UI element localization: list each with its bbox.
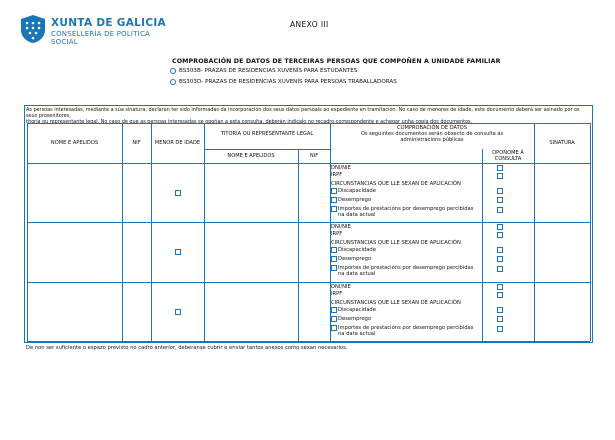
org-name: XUNTA DE GALICIA <box>51 17 166 29</box>
department-name: CONSELLERÍA DE POLÍTICA SOCIAL <box>51 30 151 46</box>
option-label: BS303B- PRAZAS DE RESIDENCIAS XUVENÍS PARA ESTUDANTES <box>179 68 358 74</box>
check-item-unemployment: Desemprego <box>338 197 372 203</box>
header-check-title: COMPROBACIÓN DE DATOS <box>396 125 467 131</box>
check-item-disability: Discapacidade <box>338 188 376 194</box>
table-line <box>27 341 590 342</box>
oppose-irpf-checkbox[interactable] <box>497 173 503 179</box>
oppose-benefits-checkbox[interactable] <box>497 266 503 272</box>
table-line <box>27 123 28 341</box>
table-line <box>122 123 123 341</box>
header-name: NOME E APELIDOS <box>50 140 99 146</box>
header-nif: NIF <box>132 140 141 146</box>
table-line <box>298 149 299 341</box>
oppose-disability-checkbox[interactable] <box>497 247 503 253</box>
table-line <box>27 282 590 283</box>
check-item-dni: DNI/NIE <box>331 165 351 171</box>
table-line <box>27 222 590 223</box>
option-bs303b[interactable] <box>170 68 357 74</box>
form-title: COMPROBACIÓN DE DATOS DE TERCEIRAS PERSOAS QUE COMPOÑEN A UNIDADE FAMILIAR <box>172 58 501 65</box>
oppose-unemployment-checkbox[interactable] <box>497 316 503 322</box>
benefits-checkbox[interactable] <box>331 325 337 331</box>
check-item-disability: Discapacidade <box>338 307 376 313</box>
oppose-irpf-checkbox[interactable] <box>497 292 503 298</box>
annex-label: ANEXO III <box>290 20 329 29</box>
check-item-unemployment: Desemprego <box>338 316 372 322</box>
option-bs303d[interactable] <box>170 79 397 85</box>
disability-checkbox[interactable] <box>331 307 337 313</box>
radio-button[interactable] <box>170 79 176 85</box>
oppose-disability-checkbox[interactable] <box>497 307 503 313</box>
check-item-benefits: Importes de prestacións por desemprego percibidas <box>338 206 474 212</box>
table-line <box>534 123 535 341</box>
page-header <box>20 14 595 54</box>
header-check-sub: Os seguintes documentos serán obxecto de consulta ás administracións públicas <box>360 131 504 143</box>
table-line <box>590 123 591 341</box>
table-line <box>151 123 152 341</box>
intro-text: As persoas interesadas, mediante a súa sinatura, declaran ter sido informadas da incorporación dos seus datos persoais ao expediente en tramitación. No caso de menores de idade, este documento deberá ser asinado por os seus proxenitores, titoría ou representante legal. No caso de que as persoas interesadas se opoñan a esta consulta, deberán indicalo no recadro correspondente e achegar unha copia dos documentos. <box>26 107 580 126</box>
table-line <box>204 149 330 150</box>
unemployment-checkbox[interactable] <box>331 197 337 203</box>
header-guardian-nif: NIF <box>309 153 319 159</box>
header-guardian: TITORÍA OU REPRESENTANTE LEGAL <box>220 131 314 137</box>
minor-checkbox[interactable] <box>175 309 181 315</box>
xunta-logo-icon <box>20 14 46 44</box>
minor-checkbox[interactable] <box>175 190 181 196</box>
footnote: De non ser suficiente o espazo previsto no cadro anterior, deberanse cubrir e enviar tantos anexos como sexan necesarios. <box>26 345 348 351</box>
oppose-disability-checkbox[interactable] <box>497 188 503 194</box>
check-item-dni: DNI/NIE <box>331 284 351 290</box>
oppose-dni-checkbox[interactable] <box>497 224 503 230</box>
header-minor: MENOR DE IDADE <box>154 140 201 146</box>
oppose-unemployment-checkbox[interactable] <box>497 197 503 203</box>
check-item-disability: Discapacidade <box>338 247 376 253</box>
check-item-circ: CIRCUNSTANCIAS QUE LLE SEXAN DE APLICACIÓN <box>331 300 461 306</box>
check-item-irpf: IRPF <box>331 231 343 237</box>
minor-checkbox[interactable] <box>175 249 181 255</box>
option-label: BS303D- PRAZAS DE RESIDENCIAS XUVENÍS PARA PERSOAS TRABALLADORAS <box>179 79 397 85</box>
check-item-circ: CIRCUNSTANCIAS QUE LLE SEXAN DE APLICACIÓN <box>331 240 461 246</box>
table-line <box>27 163 590 164</box>
unemployment-checkbox[interactable] <box>331 256 337 262</box>
oppose-benefits-checkbox[interactable] <box>497 207 503 213</box>
check-item-benefits: Importes de prestacións por desemprego percibidas <box>338 325 474 331</box>
table-line <box>27 123 590 124</box>
oppose-benefits-checkbox[interactable] <box>497 326 503 332</box>
check-item-irpf: IRPF <box>331 291 343 297</box>
check-item-irpf: IRPF <box>331 172 343 178</box>
benefits-checkbox[interactable] <box>331 265 337 271</box>
oppose-dni-checkbox[interactable] <box>497 165 503 171</box>
disability-checkbox[interactable] <box>331 188 337 194</box>
header-oppose: OPOÑOME Á CONSULTA <box>492 150 524 162</box>
check-item-unemployment: Desemprego <box>338 256 372 262</box>
oppose-irpf-checkbox[interactable] <box>497 232 503 238</box>
check-item-dni: DNI/NIE <box>331 224 351 230</box>
oppose-dni-checkbox[interactable] <box>497 284 503 290</box>
check-item-circ: CIRCUNSTANCIAS QUE LLE SEXAN DE APLICACIÓN <box>331 181 461 187</box>
disability-checkbox[interactable] <box>331 247 337 253</box>
header-guardian-name: NOME E APELIDOS <box>227 153 275 159</box>
unemployment-checkbox[interactable] <box>331 316 337 322</box>
check-item-benefits: Importes de prestacións por desemprego percibidas <box>338 265 474 271</box>
oppose-unemployment-checkbox[interactable] <box>497 256 503 262</box>
check-item-benefits-2: na data actual <box>338 331 376 337</box>
benefits-checkbox[interactable] <box>331 206 337 212</box>
check-item-benefits-2: na data actual <box>338 271 376 277</box>
radio-button[interactable] <box>170 68 176 74</box>
data-table <box>27 123 590 341</box>
header-signature: SINATURA <box>549 140 575 146</box>
check-item-benefits-2: na data actual <box>338 212 376 218</box>
table-line <box>482 149 483 341</box>
